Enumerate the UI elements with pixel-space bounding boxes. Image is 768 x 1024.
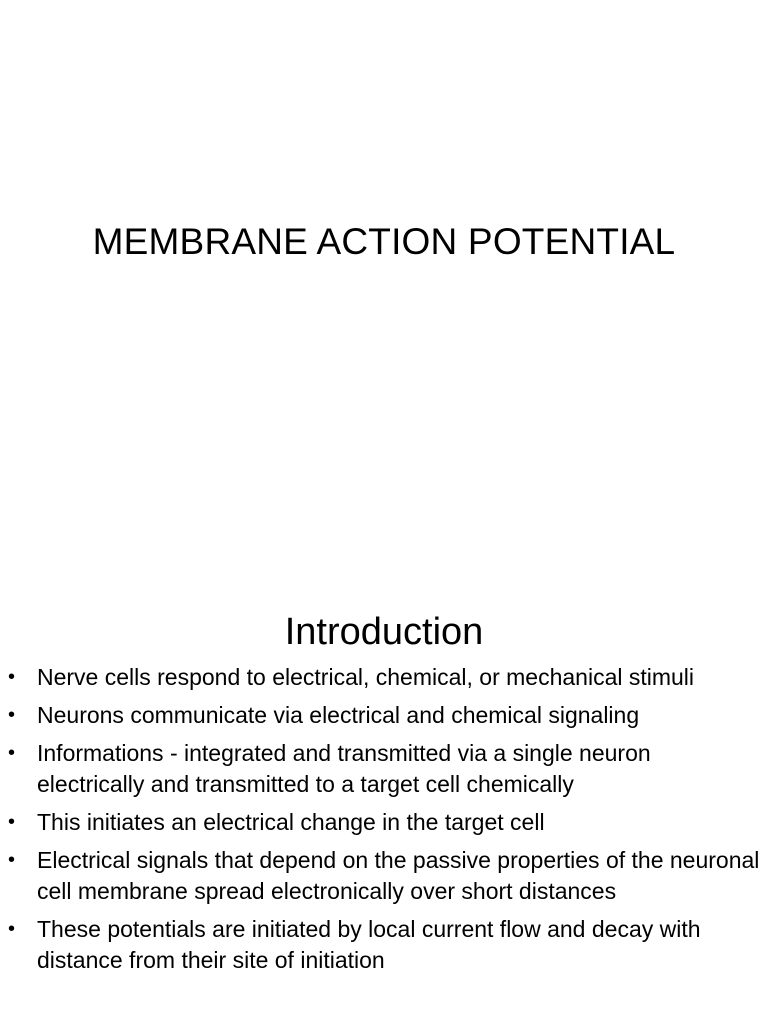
bullet-icon: • <box>8 849 16 871</box>
bullet-text: Nerve cells respond to electrical, chemical, or mechanical stimuli <box>37 664 695 690</box>
bullet-icon: • <box>8 704 16 726</box>
slide-heading: Introduction <box>284 611 484 653</box>
bullet-item-4 <box>0 807 768 838</box>
bullet-text: Electrical signals that depend on the passive properties of the neuronal cell membrane spread electronically over short distances <box>37 847 760 904</box>
bullet-item-1 <box>0 662 768 693</box>
bullet-item-2 <box>0 700 768 731</box>
bullet-item-6 <box>0 914 768 976</box>
bullet-item-5 <box>0 845 768 907</box>
bullet-text: This initiates an electrical change in the target cell <box>37 809 545 835</box>
bullet-text: Neurons communicate via electrical and chemical signaling <box>37 702 640 728</box>
introduction-slide <box>0 576 768 1024</box>
bullet-icon: • <box>8 742 16 764</box>
bullet-item-3 <box>0 738 768 800</box>
bullet-icon: • <box>8 918 16 940</box>
slide-title: MEMBRANE ACTION POTENTIAL <box>92 221 676 262</box>
bullet-text: These potentials are initiated by local current flow and decay with distance from their site of initiation <box>37 916 701 973</box>
bullet-icon: • <box>8 666 16 688</box>
bullet-icon: • <box>8 811 16 833</box>
bullet-text: Informations - integrated and transmitted via a single neuron electrically and transmitted to a target cell chemically <box>37 740 651 797</box>
bullet-list <box>0 662 768 983</box>
